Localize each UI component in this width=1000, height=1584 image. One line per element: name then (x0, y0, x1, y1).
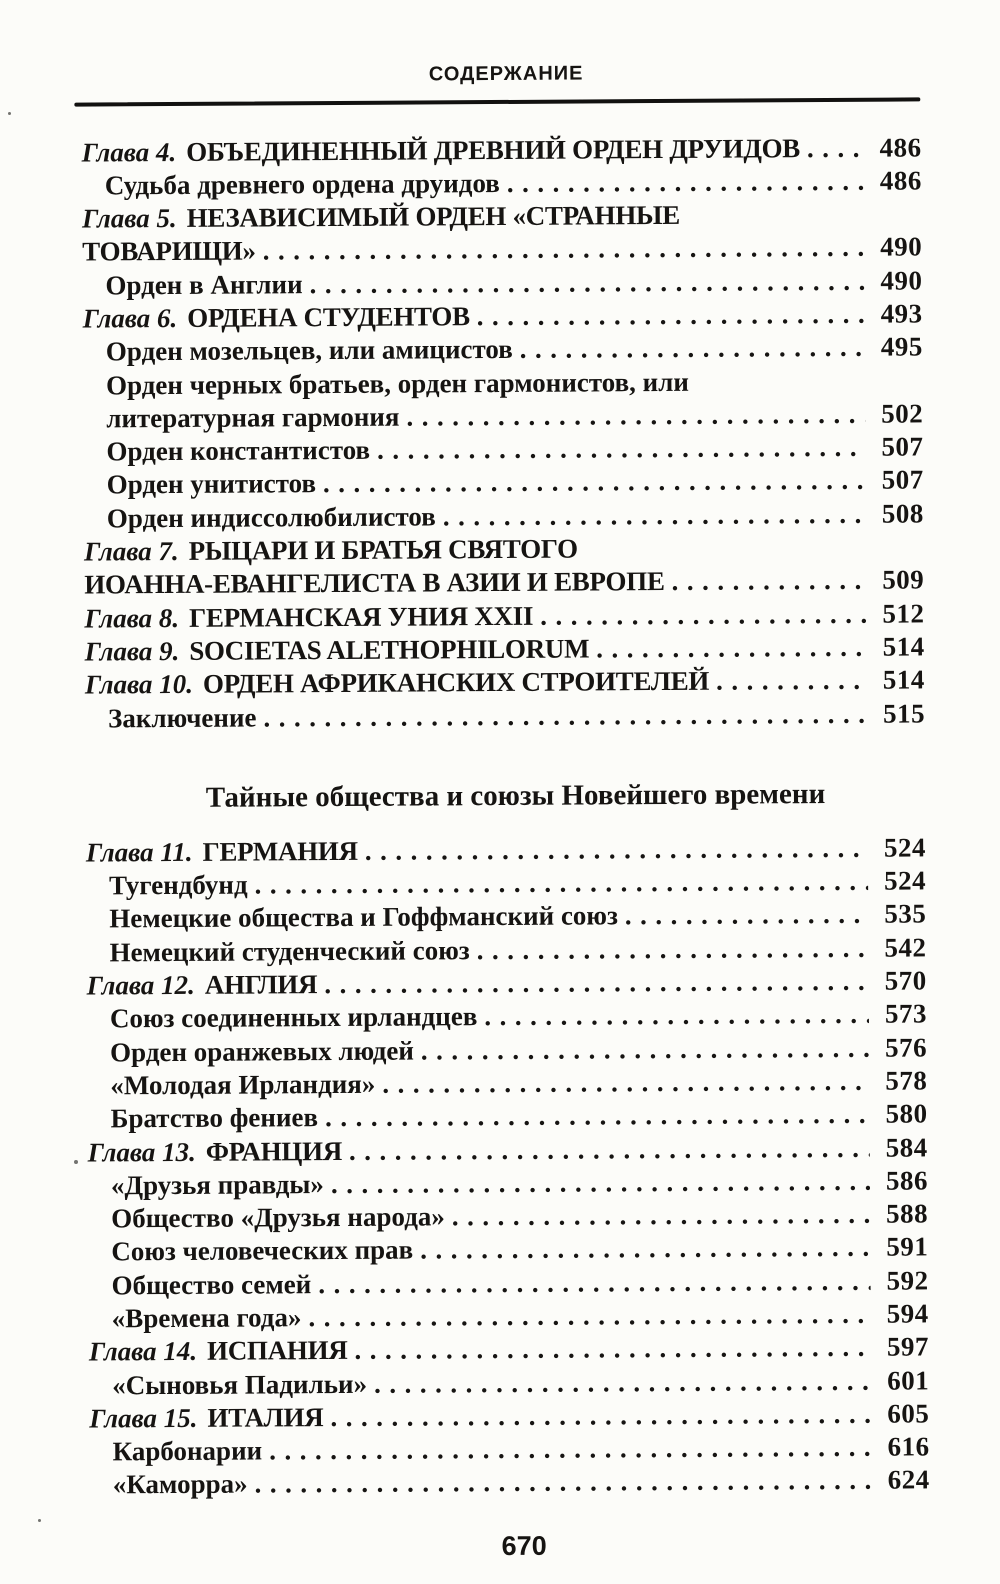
dot-leader (354, 1331, 871, 1367)
scan-artifact-dot (8, 112, 11, 115)
toc-entry (83, 397, 923, 435)
section-heading: Тайные общества и союзы Новейшего времени (205, 777, 826, 814)
entry-page-number: 624 (887, 1464, 930, 1496)
entry-title: ИТАЛИЯ (207, 1401, 324, 1433)
dot-leader (596, 631, 867, 666)
toc-entry (85, 697, 925, 735)
entry-page-number: 486 (879, 131, 922, 163)
dot-leader (443, 498, 866, 534)
dot-leader (308, 1298, 871, 1335)
dot-leader (520, 331, 865, 366)
toc-entry (82, 231, 922, 269)
toc-entry (84, 497, 924, 535)
entry-page-number: 507 (881, 464, 924, 496)
entry-title: литературная гармония (106, 401, 400, 434)
entry-page-number: 570 (884, 965, 927, 996)
entry-page-number: 524 (884, 865, 927, 896)
scan-artifact-dot (38, 1519, 41, 1522)
toc-entry (89, 1297, 929, 1335)
scan-artifact-dot (74, 1160, 78, 1164)
entry-title: ТОВАРИЩИ» (82, 235, 256, 267)
dot-leader (625, 898, 869, 933)
toc-entry (89, 1431, 929, 1469)
toc-entry (87, 1098, 927, 1136)
toc-entry (87, 998, 927, 1036)
entry-page-number: 586 (885, 1165, 929, 1196)
toc-entry (83, 297, 923, 335)
entry-title: «Сыновья Падильи» (112, 1368, 368, 1400)
toc-entry (88, 1164, 928, 1202)
dot-leader (254, 865, 868, 902)
entry-title: «Молодая Ирландия» (110, 1068, 376, 1101)
dot-leader (420, 1231, 870, 1267)
entry-title: Общество «Друзья народа» (111, 1201, 445, 1234)
entry-title: Орден константистов (106, 434, 371, 467)
dot-leader (263, 697, 867, 734)
dot-leader (349, 1131, 870, 1167)
entry-page-number: 508 (881, 498, 924, 529)
entry-page-number: 509 (882, 564, 925, 596)
entry-page-number: 576 (885, 1032, 928, 1063)
dot-leader (325, 1098, 870, 1135)
entry-title: Карбонарии (112, 1435, 263, 1467)
entry-title: Немецкий студенческий союз (109, 934, 470, 968)
entry-page-number: 594 (886, 1298, 929, 1329)
dot-leader (309, 264, 864, 301)
toc-entry (87, 964, 927, 1002)
chapter-prefix: Глава 6. (82, 302, 178, 334)
entry-page-number: 507 (881, 431, 924, 462)
entry-title: АНГЛИЯ (204, 969, 318, 1000)
entry-title: Орден в Англии (105, 268, 303, 301)
entry-page-number: 601 (887, 1364, 930, 1396)
chapter-prefix: Глава 7. (83, 536, 179, 567)
chapter-prefix: Глава 5. (81, 203, 177, 234)
entry-title: Орден мозельцев, или амицистов (105, 334, 513, 367)
toc-entry (87, 1031, 927, 1069)
toc-entry (84, 597, 924, 635)
toc-entry (82, 164, 922, 202)
entry-page-number: 580 (885, 1098, 928, 1129)
toc-entry (90, 1464, 930, 1502)
entry-title: ИСПАНИЯ (206, 1335, 348, 1367)
toc-entry (85, 630, 925, 668)
entry-page-number: 605 (887, 1398, 930, 1429)
entry-title: «Каморра» (112, 1469, 248, 1500)
chapter-prefix: Глава 11. (85, 836, 193, 868)
toc-entry (82, 131, 922, 169)
entry-title: Судьба древнего ордена друидов (104, 167, 500, 201)
entry-page-number: 514 (882, 631, 925, 662)
entry-title: Орден черных братьев, орден гармонистов, или (105, 366, 689, 400)
dot-leader (382, 1065, 869, 1101)
dot-leader (269, 1431, 872, 1468)
entry-page-number: 512 (882, 598, 925, 629)
toc-entry (83, 364, 923, 402)
entry-title: ГЕРМАНСКАЯ УНИЯ XXII (188, 600, 534, 633)
toc-part-1 (82, 131, 926, 735)
entry-title: ИОАННА-ЕВАНГЕЛИСТА В АЗИИ И ЕВРОПЕ (84, 566, 665, 600)
entry-page-number: 515 (882, 697, 926, 729)
dot-leader (263, 231, 865, 268)
folio-page-number: 670 (501, 1530, 547, 1561)
dot-leader (323, 464, 866, 501)
entry-page-number: 495 (880, 331, 923, 362)
entry-page-number: 616 (887, 1431, 930, 1462)
entry-title: ФРАНЦИЯ (205, 1135, 343, 1167)
entry-page-number: 524 (883, 832, 926, 863)
toc-entry (84, 464, 924, 502)
entry-title: Заключение (107, 702, 257, 733)
toc-entry (82, 264, 922, 302)
dot-leader (324, 965, 869, 1002)
dot-leader (318, 1264, 870, 1301)
toc-entry (88, 1231, 928, 1269)
toc-entry (83, 331, 923, 369)
entry-title: SOCIETAS ALETHOPHILORUM (189, 633, 590, 666)
page-title: СОДЕРЖАНИЕ (428, 62, 584, 86)
entry-title: ОБЪЕДИНЕННЫЙ ДРЕВНИЙ ОРДЕН ДРУИДОВ (186, 132, 801, 167)
entry-title: ОРДЕНА СТУДЕНТОВ (187, 301, 470, 333)
chapter-prefix: Глава 9. (84, 635, 180, 667)
toc-entry (85, 664, 925, 702)
toc-entry (88, 1198, 928, 1236)
dot-leader (672, 564, 867, 598)
entry-title: Немецкие общества и Гоффманский союз (109, 900, 618, 934)
toc-entry (88, 1131, 928, 1169)
entry-page-number: 490 (880, 231, 923, 263)
chapter-prefix: Глава 8. (84, 602, 180, 634)
entry-page-number: 514 (882, 664, 925, 695)
entry-page-number: 502 (881, 398, 924, 429)
chapter-prefix: Глава 10. (84, 669, 194, 700)
header-rule (74, 97, 920, 106)
dot-leader (477, 931, 869, 967)
dot-leader (406, 398, 865, 434)
dot-leader (377, 431, 866, 467)
entry-title: «Друзья правды» (110, 1168, 324, 1201)
toc-entry (89, 1331, 929, 1369)
dot-leader (540, 597, 867, 632)
entry-title: Общество семей (111, 1268, 312, 1301)
chapter-prefix: Глава 14. (88, 1336, 198, 1367)
chapter-prefix: Глава 4. (81, 136, 177, 168)
chapter-prefix: Глава 15. (89, 1402, 198, 1434)
entry-title: Союз соединенных ирландцев (109, 1001, 478, 1034)
toc-part-2 (86, 831, 930, 1502)
toc-entry (82, 198, 922, 236)
toc-entry (84, 530, 924, 568)
entry-page-number: 578 (885, 1065, 928, 1096)
dot-leader (716, 664, 867, 698)
chapter-prefix: Глава 12. (86, 969, 195, 1001)
entry-page-number: 584 (885, 1131, 928, 1163)
entry-title: Союз человеческих прав (111, 1234, 414, 1267)
entry-page-number: 535 (884, 898, 927, 930)
entry-page-number: 597 (886, 1331, 930, 1362)
dot-leader (421, 1031, 869, 1067)
entry-title: Тугендбунд (109, 869, 248, 901)
toc-entry (86, 865, 926, 903)
toc-entry (83, 431, 923, 469)
toc-entry (86, 898, 926, 936)
toc-entry (84, 564, 924, 602)
toc-entry (89, 1397, 929, 1435)
entry-title: Орден унитистов (106, 468, 317, 500)
dot-leader (484, 998, 869, 1034)
entry-page-number: 592 (886, 1265, 929, 1296)
dot-leader (477, 298, 865, 334)
entry-title: Орден индиссолюбилистов (106, 501, 436, 534)
entry-page-number: 588 (886, 1198, 929, 1229)
entry-page-number: 493 (880, 298, 923, 329)
toc-entry (87, 1064, 927, 1102)
entry-page-number: 542 (884, 932, 927, 963)
entry-page-number: 591 (886, 1231, 929, 1263)
entry-page-number: 490 (880, 265, 923, 296)
entry-title: «Времена года» (111, 1302, 302, 1334)
entry-title: ОРДЕН АФРИКАНСКИХ СТРОИТЕЛЕЙ (202, 665, 710, 700)
entry-title: Братство фениев (110, 1102, 319, 1134)
entry-title: РЫЦАРИ И БРАТЬЯ СВЯТОГО (188, 533, 578, 566)
dot-leader (507, 165, 864, 200)
dot-leader (374, 1364, 871, 1400)
dot-leader (807, 131, 864, 165)
dot-leader (330, 1398, 871, 1435)
entry-page-number: 486 (879, 165, 922, 196)
entry-page-number: 573 (884, 998, 928, 1029)
chapter-prefix: Глава 13. (87, 1136, 196, 1168)
entry-title: Орден оранжевых людей (110, 1035, 414, 1068)
toc-entry (88, 1264, 928, 1302)
entry-title: НЕЗАВИСИМЫЙ ОРДЕН «СТРАННЫЕ (186, 199, 680, 233)
dot-leader (331, 1165, 870, 1202)
dot-leader (452, 1198, 871, 1234)
toc-entry (89, 1364, 929, 1402)
toc-entry (86, 931, 926, 969)
toc-entry (86, 831, 926, 869)
entry-title: ГЕРМАНИЯ (202, 835, 358, 867)
dot-leader (254, 1464, 871, 1501)
dot-leader (365, 832, 868, 868)
